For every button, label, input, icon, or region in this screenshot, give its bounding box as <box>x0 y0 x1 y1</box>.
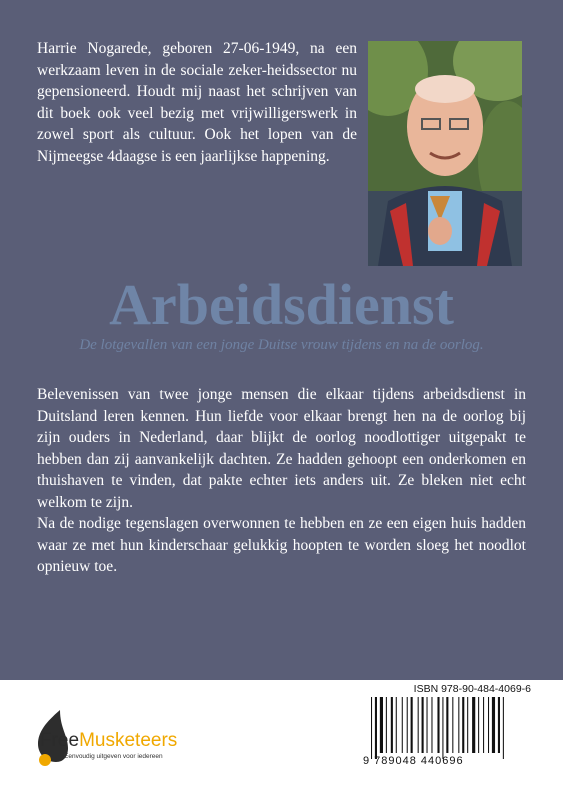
blurb-paragraph: Belevenissen van twee jonge mensen die elkaar tijdens arbeidsdienst in Duitsland leren kennen. Hun liefde voor elkaar brengt hen na de oorlog bij zijn ouders in Nederland, daar blijkt de oorlog noodlottiger uitgepakt te hebben dan zij aanvankelijk dachten. Ze hadden gehoopt een onderkomen en thuishaven te vinden, dat pakte echter iets anders uit. Ze bleken niet echt welkom te zijn. <box>37 386 526 511</box>
publisher-logo <box>40 708 190 770</box>
author-bio: Harrie Nogarede, geboren 27-06-1949, na een werkzaam leven in de sociale zeker-heidssector nu gepensioneerd. Houdt mij naast het schrijven van dit boek ook veel bezig met vrijwilligerswerk in zowel sport als cultuur. Ook het lopen van de Nijmeegse 4daagse is een jaarlijkse happening. <box>37 40 357 165</box>
book-blurb <box>37 384 526 578</box>
author-photo <box>368 41 522 266</box>
isbn-barcode <box>363 683 531 771</box>
publisher-name-free: Free <box>40 730 80 751</box>
book-subtitle: De lotgevallen van een jonge Duitse vrouw tijdens en na de oorlog. <box>79 337 484 353</box>
blurb-paragraph: Na de nodige tegenslagen overwonnen te hebben en ze een eigen huis hadden waar ze met hun kinderschaar gelukkig hoopten te worden sloeg het noodlot opnieuw toe. <box>37 515 526 575</box>
publisher-name-musketeers: Musketeers <box>79 730 178 751</box>
book-title: Arbeidsdienst <box>109 272 454 337</box>
publisher-tagline: Eenvoudig uitgeven voor iedereen <box>64 753 163 760</box>
isbn-digits: 9 789048 440696 <box>363 755 464 767</box>
barcode-bars <box>371 697 531 759</box>
isbn-label: ISBN 978-90-484-4069-6 <box>413 683 531 695</box>
